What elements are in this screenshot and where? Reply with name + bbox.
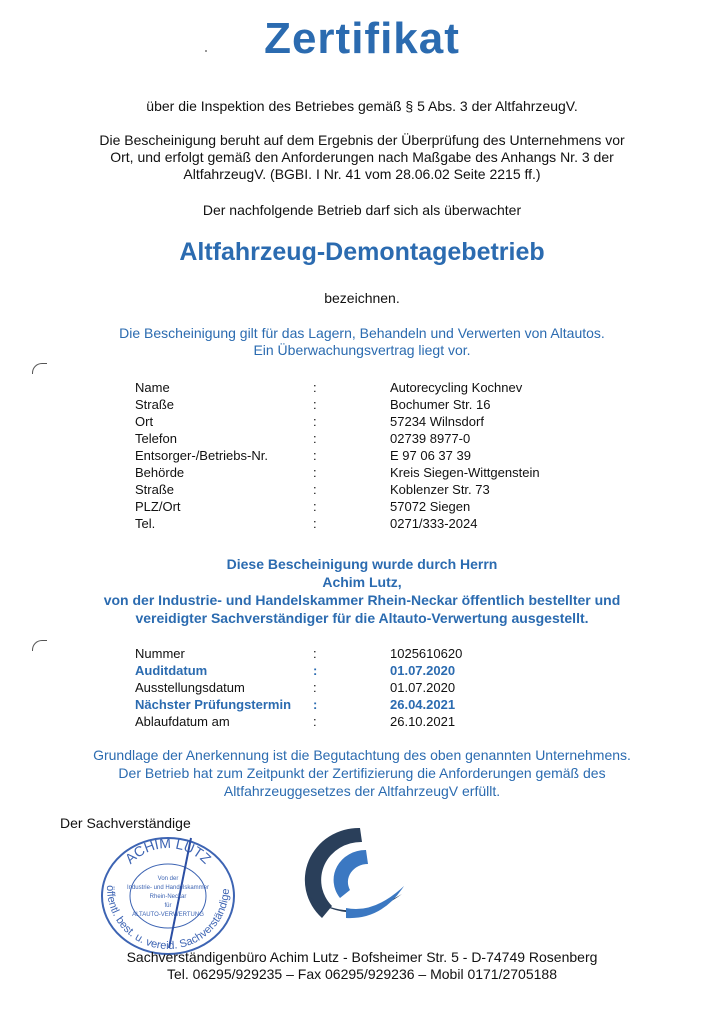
row-value: 01.07.2020 bbox=[390, 663, 456, 678]
footer-address: Sachverständigenbüro Achim Lutz - Bofsheimer Str. 5 - D-74749 Rosenberg bbox=[126, 949, 598, 965]
table-row bbox=[135, 516, 615, 533]
table-row bbox=[135, 646, 615, 663]
row-separator: : bbox=[313, 482, 317, 497]
table-row bbox=[135, 714, 615, 731]
document-title: Zertifikat bbox=[264, 14, 460, 63]
seal-inner-line: ALTAUTO-VERWERTUNG bbox=[132, 912, 204, 918]
footer-contact: Tel. 06295/929235 – Fax 06295/929236 – Mobil 0171/2705188 bbox=[167, 966, 557, 982]
row-label: Auditdatum bbox=[135, 663, 208, 678]
table-row bbox=[135, 448, 615, 465]
logo-outer-arc bbox=[305, 828, 362, 918]
row-separator: : bbox=[313, 414, 317, 429]
row-value: 1025610620 bbox=[390, 646, 463, 661]
basis-paragraph bbox=[0, 132, 724, 183]
seal-inner-line: für bbox=[164, 903, 172, 909]
row-label: Behörde bbox=[135, 465, 185, 480]
row-value: 57234 Wilnsdorf bbox=[390, 414, 484, 429]
recognition-line: Der Betrieb hat zum Zeitpunkt der Zertifizierung die Anforderungen gemäß des bbox=[118, 765, 606, 781]
row-label: Straße bbox=[135, 397, 175, 412]
row-label: Nummer bbox=[135, 646, 185, 661]
table-row bbox=[135, 697, 615, 714]
issuer-line: Achim Lutz, bbox=[322, 574, 402, 590]
table-row bbox=[135, 397, 615, 414]
row-separator: : bbox=[313, 397, 317, 412]
row-label: Ort bbox=[135, 414, 154, 429]
table-row bbox=[135, 482, 615, 499]
row-value: 26.10.2021 bbox=[390, 714, 456, 729]
issuer-line: Diese Bescheinigung wurde durch Herrn bbox=[226, 556, 498, 572]
row-separator: : bbox=[313, 499, 317, 514]
seal-inner-line: Industrie- und Handelskammer bbox=[126, 885, 210, 891]
row-value: 02739 8977-0 bbox=[390, 431, 471, 446]
row-separator: : bbox=[313, 516, 317, 531]
row-value: 01.07.2020 bbox=[390, 680, 456, 695]
issuer-paragraph bbox=[0, 555, 724, 627]
row-separator: : bbox=[313, 431, 317, 446]
row-value: Autorecycling Kochnev bbox=[390, 380, 523, 395]
official-seal bbox=[93, 828, 243, 958]
basis-line: Die Bescheinigung beruht auf dem Ergebnis der Überprüfung des Unternehmens vor bbox=[99, 132, 625, 148]
row-label: Entsorger-/Betriebs-Nr. bbox=[135, 448, 268, 463]
row-label: Straße bbox=[135, 482, 175, 497]
row-label: Tel. bbox=[135, 516, 156, 531]
recognition-line: Altfahrzeuggesetzes der AltfahrzeugV erfüllt. bbox=[223, 783, 501, 799]
row-label: Ablaufdatum am bbox=[135, 714, 230, 729]
basis-line: AltfahrzeugV. (BGBI. I Nr. 41 vom 28.06.02 Seite 2215 ff.) bbox=[183, 166, 541, 182]
intro-text: über die Inspektion des Betriebes gemäß § 5 Abs. 3 der AltfahrzeugV. bbox=[146, 98, 578, 114]
table-row bbox=[135, 680, 615, 697]
table-row bbox=[135, 414, 615, 431]
row-value: Koblenzer Str. 73 bbox=[390, 482, 490, 497]
seal-inner-line: Rhein-Neckar bbox=[149, 894, 187, 900]
row-value: 57072 Siegen bbox=[390, 499, 471, 514]
row-separator: : bbox=[313, 714, 317, 729]
row-value: Kreis Siegen-Wittgenstein bbox=[390, 465, 540, 480]
table-row bbox=[135, 499, 615, 516]
row-separator: : bbox=[313, 697, 318, 712]
row-value: E 97 06 37 39 bbox=[390, 448, 471, 463]
row-label: Nächster Prüfungstermin bbox=[135, 697, 292, 712]
scope-line: Die Bescheinigung gilt für das Lagern, Behandeln und Verwerten von Altautos. bbox=[119, 325, 605, 341]
row-label: PLZ/Ort bbox=[135, 499, 181, 514]
seal-arc-text: öffentl. best. u. vereid. Sachverständige bbox=[103, 885, 233, 953]
punch-mark bbox=[32, 640, 47, 651]
seal-inner-line: Von der bbox=[157, 876, 179, 882]
signature-label: Der Sachverständige bbox=[60, 815, 191, 831]
seal-top-text: ACHIM LUTZ bbox=[121, 834, 215, 867]
row-separator: : bbox=[313, 380, 317, 395]
company-logo bbox=[298, 822, 410, 932]
logo-base-highlight bbox=[346, 886, 404, 918]
designation-heading: Altfahrzeug-Demontagebetrieb bbox=[179, 238, 545, 266]
row-separator: : bbox=[313, 448, 317, 463]
table-row bbox=[135, 465, 615, 482]
punch-mark bbox=[32, 363, 47, 374]
designation-intro: Der nachfolgende Betrieb darf sich als überwachter bbox=[202, 202, 522, 218]
row-label: Ausstellungsdatum bbox=[135, 680, 245, 695]
basis-line: Ort, und erfolgt gemäß den Anforderungen nach Maßgabe des Anhangs Nr. 3 der bbox=[110, 149, 614, 165]
recognition-paragraph bbox=[0, 746, 724, 800]
row-value: 0271/333-2024 bbox=[390, 516, 478, 531]
designation-suffix: bezeichnen. bbox=[324, 290, 400, 306]
row-label: Telefon bbox=[135, 431, 177, 446]
scope-line: Ein Überwachungsvertrag liegt vor. bbox=[253, 342, 471, 358]
signature-stroke bbox=[169, 838, 191, 948]
table-row bbox=[135, 663, 615, 680]
row-value: 26.04.2021 bbox=[390, 697, 456, 712]
table-row bbox=[135, 380, 615, 397]
row-separator: : bbox=[313, 646, 317, 661]
row-label: Name bbox=[135, 380, 170, 395]
row-separator: : bbox=[313, 663, 318, 678]
logo-inner-arc bbox=[334, 850, 368, 898]
recognition-line: Grundlage der Anerkennung ist die Begutachtung des oben genannten Unternehmens. bbox=[93, 747, 631, 763]
issuer-line: von der Industrie- und Handelskammer Rhein-Neckar öffentlich bestellter und bbox=[103, 592, 621, 608]
scope-paragraph bbox=[0, 325, 724, 359]
row-separator: : bbox=[313, 680, 317, 695]
table-row bbox=[135, 431, 615, 448]
issuer-line: vereidigter Sachverständiger für die Altauto-Verwertung ausgestellt. bbox=[135, 610, 589, 626]
row-separator: : bbox=[313, 465, 317, 480]
row-value: Bochumer Str. 16 bbox=[390, 397, 491, 412]
